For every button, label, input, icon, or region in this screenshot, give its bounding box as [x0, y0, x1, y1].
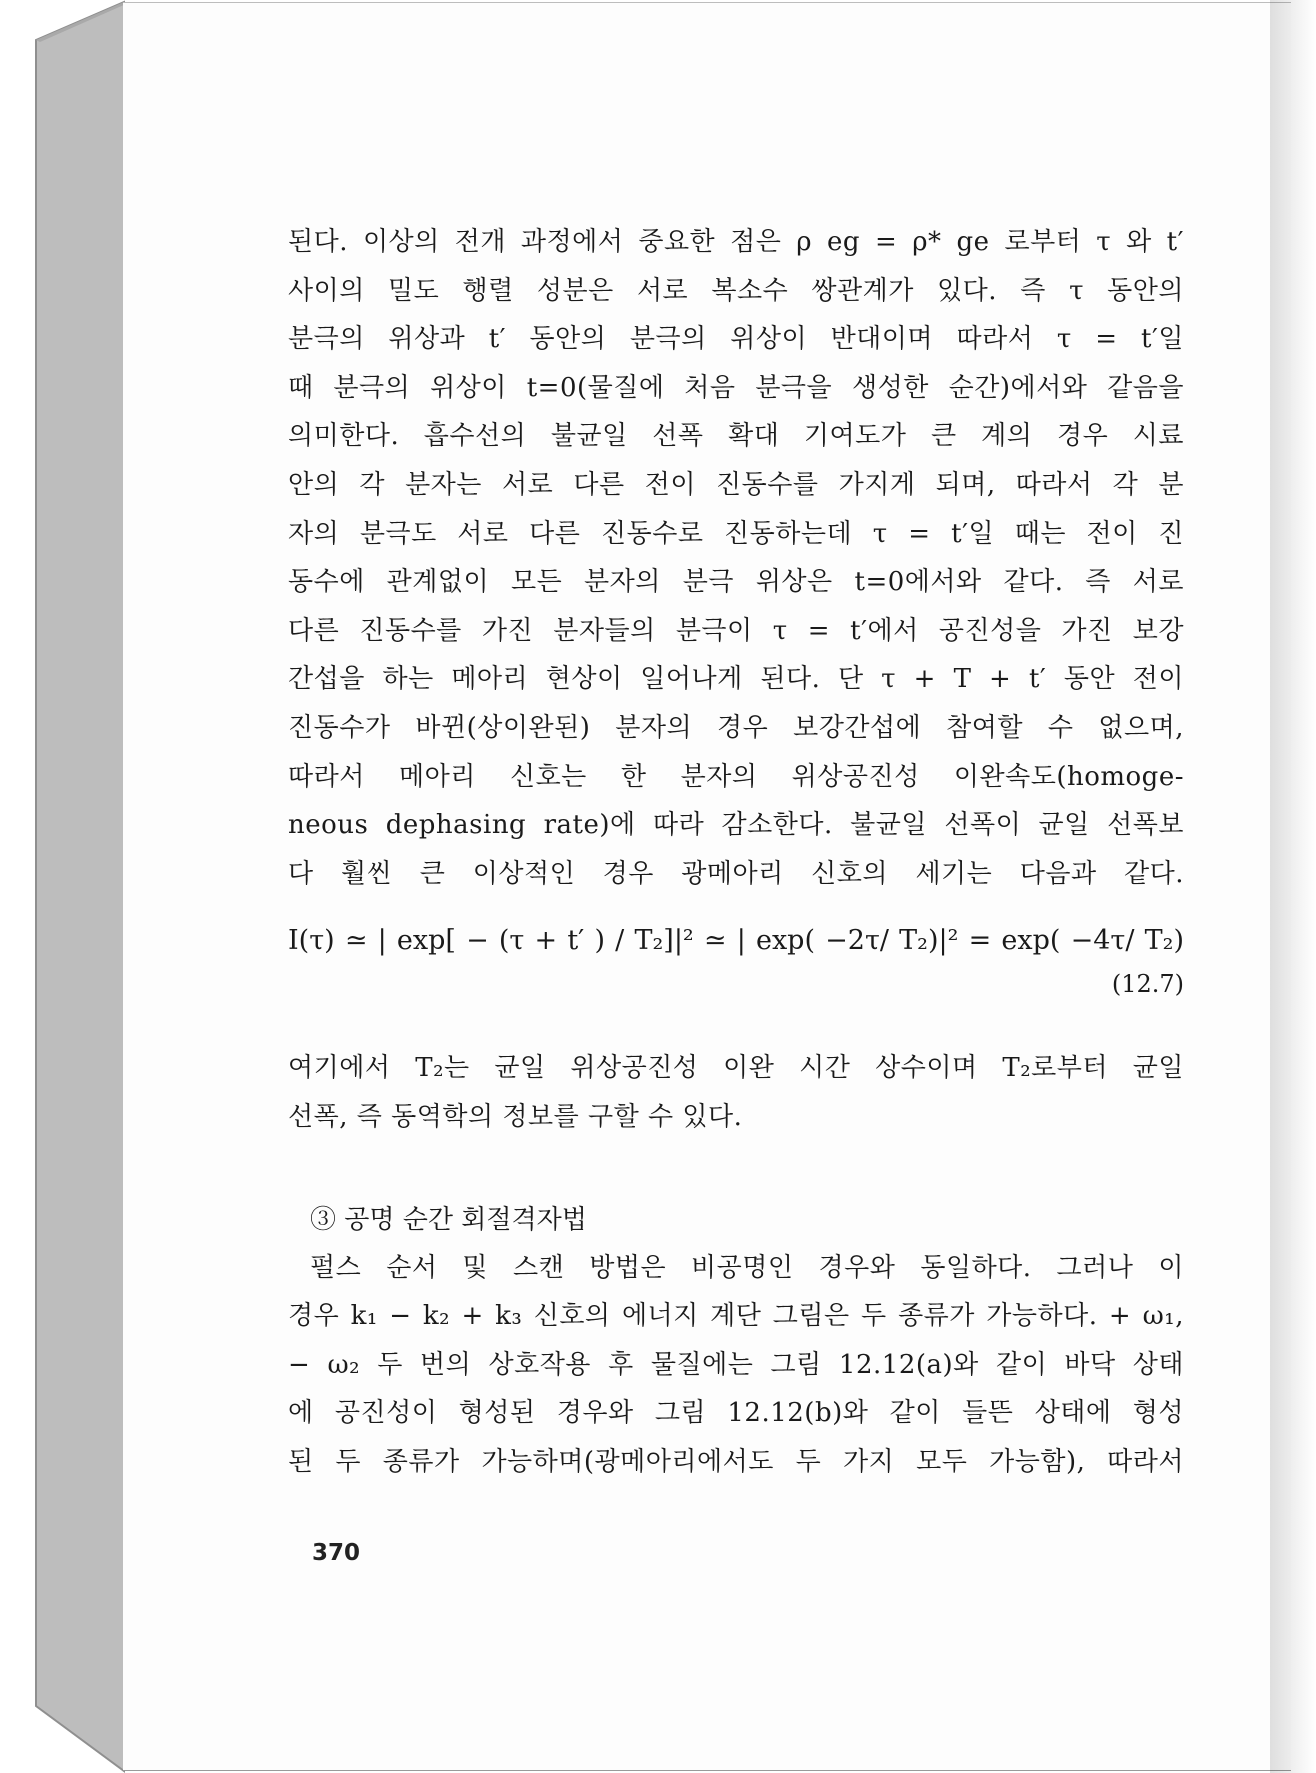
text-line: − ω₂ 두 번의 상호작용 후 물질에는 그림 12.12(a)와 같이 바닥 상태: [288, 1349, 1184, 1380]
text-line: neous dephasing rate)에 따라 감소한다. 불균일 선폭이 균일 선폭보: [288, 810, 1184, 841]
paragraph-t2-explanation: [288, 1044, 1184, 1141]
text-line: 다른 진동수를 가진 분자들의 분극이 τ = t′에서 공진성을 가진 보강: [288, 615, 1184, 646]
text-line: 된 두 종류가 가능하며(광메아리에서도 두 가지 모두 가능함), 따라서: [288, 1446, 1184, 1477]
page-edge-shadow: [1270, 0, 1316, 1773]
text-line: 사이의 밀도 행렬 성분은 서로 복소수 쌍관계가 있다. 즉 τ 동안의: [288, 275, 1184, 306]
text-line: 된다. 이상의 전개 과정에서 중요한 점은 ρ eg = ρ* ge 로부터 τ 와 t′: [288, 227, 1184, 257]
text-line: 자의 분극도 서로 다른 진동수로 진동하는데 τ = t′일 때는 전이 진: [288, 518, 1184, 549]
text-line: 에 공진성이 형성된 경우와 그림 12.12(b)와 같이 들뜬 상태에 형성: [288, 1398, 1184, 1429]
text-line: 간섭을 하는 메아리 현상이 일어나게 된다. 단 τ + T + t′ 동안 전이: [288, 664, 1184, 695]
paragraph-resonant-grating: [288, 1244, 1184, 1487]
page-number: 370: [312, 1540, 361, 1566]
spine-edge-face: [36, 2, 124, 1771]
text-line: 여기에서 T₂는 균일 위상공진성 이완 시간 상수이며 T₂로부터 균일: [288, 1053, 1184, 1084]
equation-12-7: I(τ) ≃ | exp[ − (τ + t′ ) / T₂]|² ≃ | exp( −2τ/ T₂)|² = exp( −4τ/ T₂): [288, 925, 1184, 957]
page-content: [288, 218, 1184, 1486]
text-line: 안의 각 분자는 서로 다른 전이 진동수를 가지게 되며, 따라서 각 분: [288, 469, 1184, 500]
text-line: 경우 k₁ − k₂ + k₃ 신호의 에너지 계단 그림은 두 종류가 가능하다. + ω₁,: [288, 1301, 1184, 1332]
text-line: 분극의 위상과 t′ 동안의 분극의 위상이 반대이며 따라서 τ = t′일: [288, 324, 1184, 355]
text-line: 다 훨씬 큰 이상적인 경우 광메아리 신호의 세기는 다음과 같다.: [288, 858, 1184, 889]
text-line: 선폭, 즉 동역학의 정보를 구할 수 있다.: [288, 1101, 743, 1132]
book-spine: [0, 0, 126, 1773]
equation-number: (12.7): [1111, 970, 1184, 999]
paragraph-photon-echo: [288, 218, 1184, 898]
text-line: 때 분극의 위상이 t=0(물질에 처음 분극을 생성한 순간)에서와 같음을: [288, 372, 1184, 403]
text-line: 진동수가 바뀐(상이완된) 분자의 경우 보강간섭에 참여할 수 없으며,: [288, 712, 1184, 743]
text-line: 의미한다. 흡수선의 불균일 선폭 확대 기여도가 큰 계의 경우 시료: [288, 421, 1184, 452]
text-line: 펄스 순서 및 스캔 방법은 비공명인 경우와 동일하다. 그러나 이: [310, 1252, 1184, 1283]
section-heading: ③ 공명 순간 회절격자법: [310, 1204, 587, 1235]
text-line: 동수에 관계없이 모든 분자의 분극 위상은 t=0에서와 같다. 즉 서로: [288, 567, 1184, 598]
text-line: 따라서 메아리 신호는 한 분자의 위상공진성 이완속도(homoge-: [288, 761, 1184, 792]
